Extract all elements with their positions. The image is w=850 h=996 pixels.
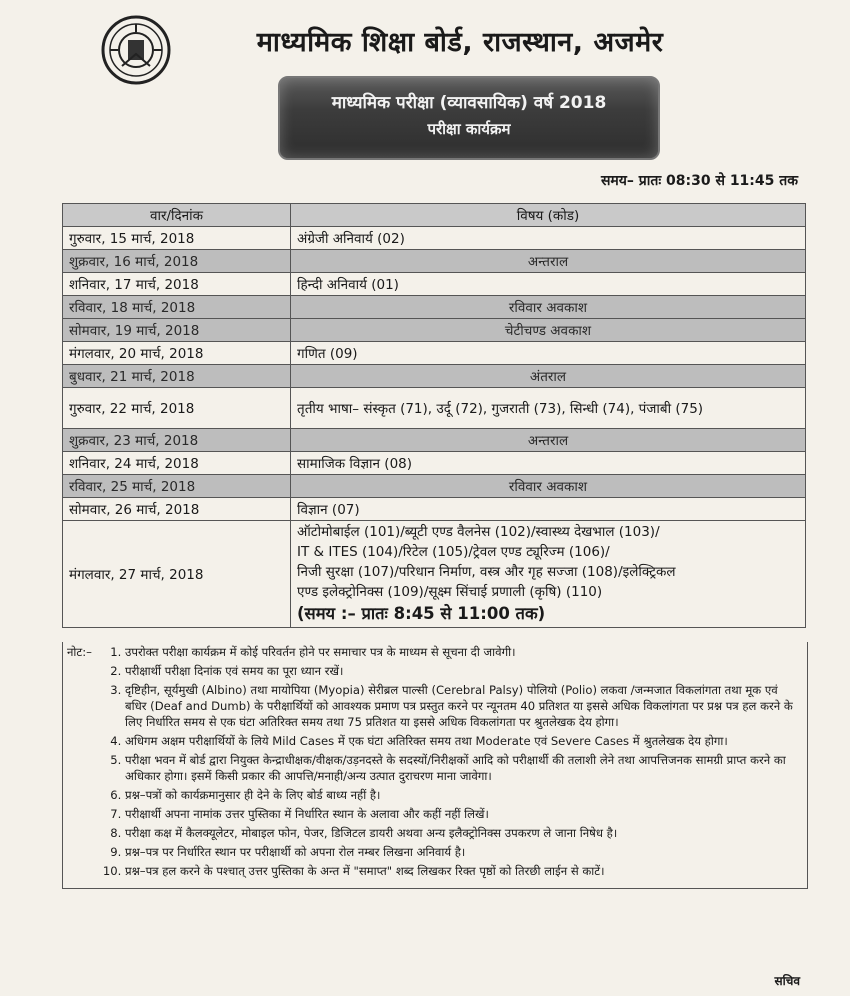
notes-list (63, 644, 807, 879)
vocational-line: IT & ITES (104)/रिटेल (105)/ट्रेवल एण्ड ट्यूरिज्म (106)/ (297, 544, 610, 560)
table-row-vocational (63, 521, 806, 628)
row-date: सोमवार, 26 मार्च, 2018 (63, 498, 291, 521)
row-subject: अंग्रेजी अनिवार्य (02) (291, 227, 806, 250)
row-date: रविवार, 25 मार्च, 2018 (63, 475, 291, 498)
table-row (63, 429, 806, 452)
table-row (63, 250, 806, 273)
schedule-table (62, 203, 806, 628)
table-row (63, 319, 806, 342)
row-date: शनिवार, 24 मार्च, 2018 (63, 452, 291, 475)
exam-banner (278, 76, 660, 160)
secretary-signature: सचिव (774, 974, 800, 988)
note-item: 4. अधिगम अक्षम परीक्षार्थियों के लिये Mild Cases में एक घंटा अतिरिक्त समय तथा Moderate एवं Severe Cases में श्रुतलेखक देय होगा। (125, 733, 807, 749)
row-subject: अन्तराल (291, 250, 806, 273)
note-item: 6. प्रश्न–पत्रों को कार्यक्रमानुसार ही देने के लिए बोर्ड बाध्य नहीं है। (125, 787, 807, 803)
table-row (63, 452, 806, 475)
exam-timing: समय– प्रातः 08:30 से 11:45 तक (600, 173, 798, 189)
table-row (63, 498, 806, 521)
col-day-date: वार/दिनांक (63, 204, 291, 227)
row-date: सोमवार, 19 मार्च, 2018 (63, 319, 291, 342)
vocational-line: एण्ड इलेक्ट्रोनिक्स (109)/सूक्ष्म सिंचाई प्रणाली (कृषि) (110) (297, 584, 603, 600)
note-item: 1. उपरोक्त परीक्षा कार्यक्रम में कोई परिवर्तन होने पर समाचार पत्र के माध्यम से सूचना दी जावेगी। (125, 644, 807, 660)
row-subject: चेटीचण्ड अवकाश (291, 319, 806, 342)
table-row (63, 227, 806, 250)
row-subject: सामाजिक विज्ञान (08) (291, 452, 806, 475)
table-row (63, 273, 806, 296)
table-row (63, 365, 806, 388)
row-date: गुरुवार, 15 मार्च, 2018 (63, 227, 291, 250)
table-row (63, 342, 806, 365)
notes-section (62, 642, 808, 889)
row-subject: हिन्दी अनिवार्य (01) (291, 273, 806, 296)
row-subject: अन्तराल (291, 429, 806, 452)
program-label: परीक्षा कार्यक्रम (427, 120, 511, 138)
row-subject: रविवार अवकाश (291, 296, 806, 319)
row-date: मंगलवार, 27 मार्च, 2018 (63, 521, 291, 628)
table-row (63, 475, 806, 498)
row-date: शुक्रवार, 16 मार्च, 2018 (63, 250, 291, 273)
note-item: 2. परीक्षार्थी परीक्षा दिनांक एवं समय का पूरा ध्यान रखें। (125, 663, 807, 679)
row-subject: गणित (09) (291, 342, 806, 365)
row-subject: अंतराल (291, 365, 806, 388)
table-row (63, 296, 806, 319)
row-date: शनिवार, 17 मार्च, 2018 (63, 273, 291, 296)
row-subject: रविवार अवकाश (291, 475, 806, 498)
row-date: बुधवार, 21 मार्च, 2018 (63, 365, 291, 388)
row-date: शुक्रवार, 23 मार्च, 2018 (63, 429, 291, 452)
vocational-line: ऑटोमोबाईल (101)/ब्यूटी एण्ड वैलनेस (102)/स्वास्थ्य देखभाल (103)/ (297, 524, 660, 540)
row-subject: विज्ञान (07) (291, 498, 806, 521)
exam-title: माध्यमिक परीक्षा (व्यावसायिक) वर्ष 2018 (331, 93, 607, 113)
row-date: रविवार, 18 मार्च, 2018 (63, 296, 291, 319)
note-item: 10. प्रश्न–पत्र हल करने के पश्चात् उत्तर पुस्तिका के अन्त में "समाप्त" शब्द लिखकर रिक्त पृष्ठों को तिरछी लाईन से काटें। (125, 863, 807, 879)
note-item: 9. प्रश्न–पत्र पर निर्धारित स्थान पर परीक्षार्थी को अपना रोल नम्बर लिखना अनिवार्य है। (125, 844, 807, 860)
note-item: 8. परीक्षा कक्ष में कैलक्यूलेटर, मोबाइल फोन, पेजर, डिजिटल डायरी अथवा अन्य इलैक्ट्रोनिक्स उपकरण ले जाना निषेध है। (125, 825, 807, 841)
note-item: 5. परीक्षा भवन में बोर्ड द्वारा नियुक्त केन्द्राधीक्षक/वीक्षक/उड़नदस्ते के सदस्यों/निरीक्षकों आदि को परीक्षार्थी की तलाशी लेने तथा आपत्तिजनक सामग्री प्राप्त करने का अधिकार होगा। इसमें किसी प्रकार की आपत्ति/मनाही/अन्य उत्पात दुराचरण माना जावेगा। (125, 752, 807, 784)
col-subject: विषय (कोड) (291, 204, 806, 227)
table-header-row (63, 204, 806, 227)
row-subject-vocational (291, 521, 806, 628)
board-seal-icon (100, 14, 172, 86)
vocational-line: निजी सुरक्षा (107)/परिधान निर्माण, वस्त्र और गृह सज्जा (108)/इलेक्ट्रिकल (297, 564, 676, 580)
table-row (63, 388, 806, 429)
row-subject: तृतीय भाषा– संस्कृत (71), उर्दू (72), गुजराती (73), सिन्धी (74), पंजाबी (75) (291, 388, 806, 429)
row-date: गुरुवार, 22 मार्च, 2018 (63, 388, 291, 429)
notes-label: नोट:– (67, 645, 92, 659)
note-item: 7. परीक्षार्थी अपना नामांक उत्तर पुस्तिका में निर्धारित स्थान के अलावा और कहीं नहीं लिखें। (125, 806, 807, 822)
row-date: मंगलवार, 20 मार्च, 2018 (63, 342, 291, 365)
vocational-time-note: (समय :– प्रातः 8:45 से 11:00 तक) (297, 604, 546, 623)
note-item: 3. दृष्टिहीन, सूर्यमुखी (Albino) तथा मायोपिया (Myopia) सेरीब्रल पाल्सी (Cerebral Palsy) पोलियो (Polio) लकवा /जन्मजात विकलांगता तथा मूक एवं बधिर (Deaf and Dumb) के परीक्षार्थियों को आवश्यक प्रमाण पत्र प्रस्तुत करने पर न्यूनतम 40 प्रतिशत या इससे अधिक विकलांगता पर प्रश्न पत्र हल करने के लिए निर्धारित समय से एक घंटा अतिरिक्त समय तथा 75 प्रतिशत या इससे अधिक विकलांगता पर श्रुतलेखक देय होगा। (125, 682, 807, 730)
board-name: माध्यमिक शिक्षा बोर्ड, राजस्थान, अजमेर (256, 27, 664, 58)
